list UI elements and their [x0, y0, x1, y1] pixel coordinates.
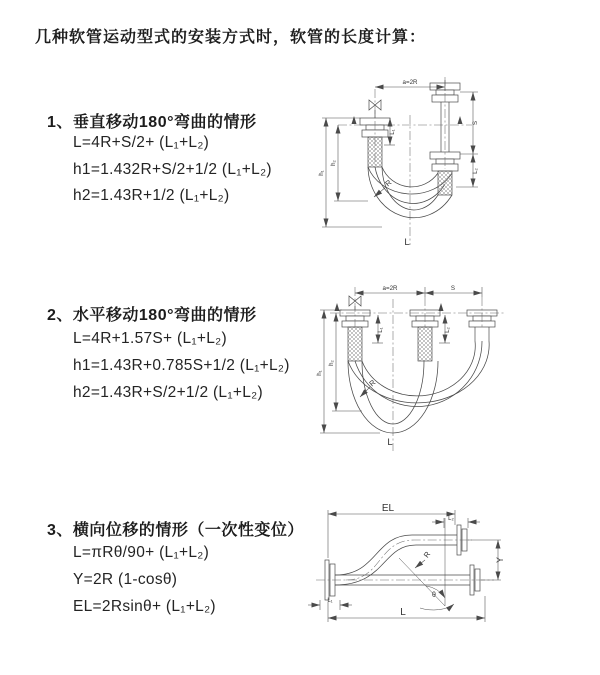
dim-label-s: S	[472, 120, 479, 126]
section-1-heading: 1、垂直移动180°弯曲的情形	[47, 114, 257, 131]
formula: EL=2Rsinθ+ (L₁+L₂)	[73, 598, 216, 615]
dim-label-h2: h₂	[328, 360, 335, 366]
dim-label-h2: h₂	[330, 160, 337, 166]
valve-icon	[369, 100, 375, 110]
valve-icon	[375, 100, 381, 110]
dim-label-l2: L₂	[444, 327, 451, 333]
section-2-heading: 2、水平移动180°弯曲的情形	[47, 307, 257, 324]
angle-construction	[399, 518, 454, 610]
formula: h2=1.43R+S/2+1/2 (L₁+L₂)	[73, 384, 263, 401]
dim-label-l1: L₁	[377, 327, 384, 333]
dim-label-l: L	[400, 607, 406, 618]
dim-label-a2r: a=2R	[382, 285, 398, 292]
dim-label-r: R	[367, 377, 378, 389]
offset-hose	[335, 535, 457, 585]
formula: Y=2R (1-cosθ)	[73, 571, 178, 588]
formula: h2=1.43R+1/2 (L₁+L₂)	[73, 187, 230, 204]
dim-label-l1: L₁	[327, 598, 333, 604]
dim-label-el: EL	[381, 503, 395, 514]
dim-label-r: R	[421, 549, 433, 560]
page-title: 几种软管运动型式的安装方式时，软管的长度计算：	[35, 29, 427, 46]
dim-label-theta: θ	[432, 592, 436, 599]
formula: L=4R+1.57S+ (L₁+L₂)	[73, 330, 227, 347]
formula: L=πRθ/90+ (L₁+L₂)	[73, 544, 210, 561]
dim-label-s: S	[450, 285, 456, 292]
dim-label-h1: h₁	[316, 370, 323, 376]
formula: h1=1.43R+0.785S+1/2 (L₁+L₂)	[73, 357, 290, 374]
section-3-heading: 3、横向位移的情形（一次性变位）	[47, 522, 304, 539]
dim-label-y: Y	[495, 556, 505, 564]
formula: L=4R+S/2+ (L₁+L₂)	[73, 134, 210, 151]
formula: h1=1.432R+S/2+1/2 (L₁+L₂)	[73, 161, 272, 178]
dim-label-l1: L₁	[389, 129, 396, 135]
diagram-vertical-bend	[310, 75, 575, 260]
dim-label-l: L	[387, 437, 393, 448]
dim-label-h1: h₁	[318, 170, 325, 176]
dim-label-l2: L₂	[472, 168, 479, 174]
dimension-lines	[320, 287, 482, 433]
diagram-lateral-offset	[298, 498, 513, 633]
dim-label-r: R	[383, 177, 394, 189]
valve-icon	[355, 296, 361, 306]
dim-label-l: L	[404, 237, 410, 248]
valve-icon	[349, 296, 355, 306]
dim-label-l2: L₂	[448, 516, 454, 522]
diagram-horizontal-bend	[310, 283, 585, 458]
dim-label-a2r: a=2R	[402, 79, 418, 86]
